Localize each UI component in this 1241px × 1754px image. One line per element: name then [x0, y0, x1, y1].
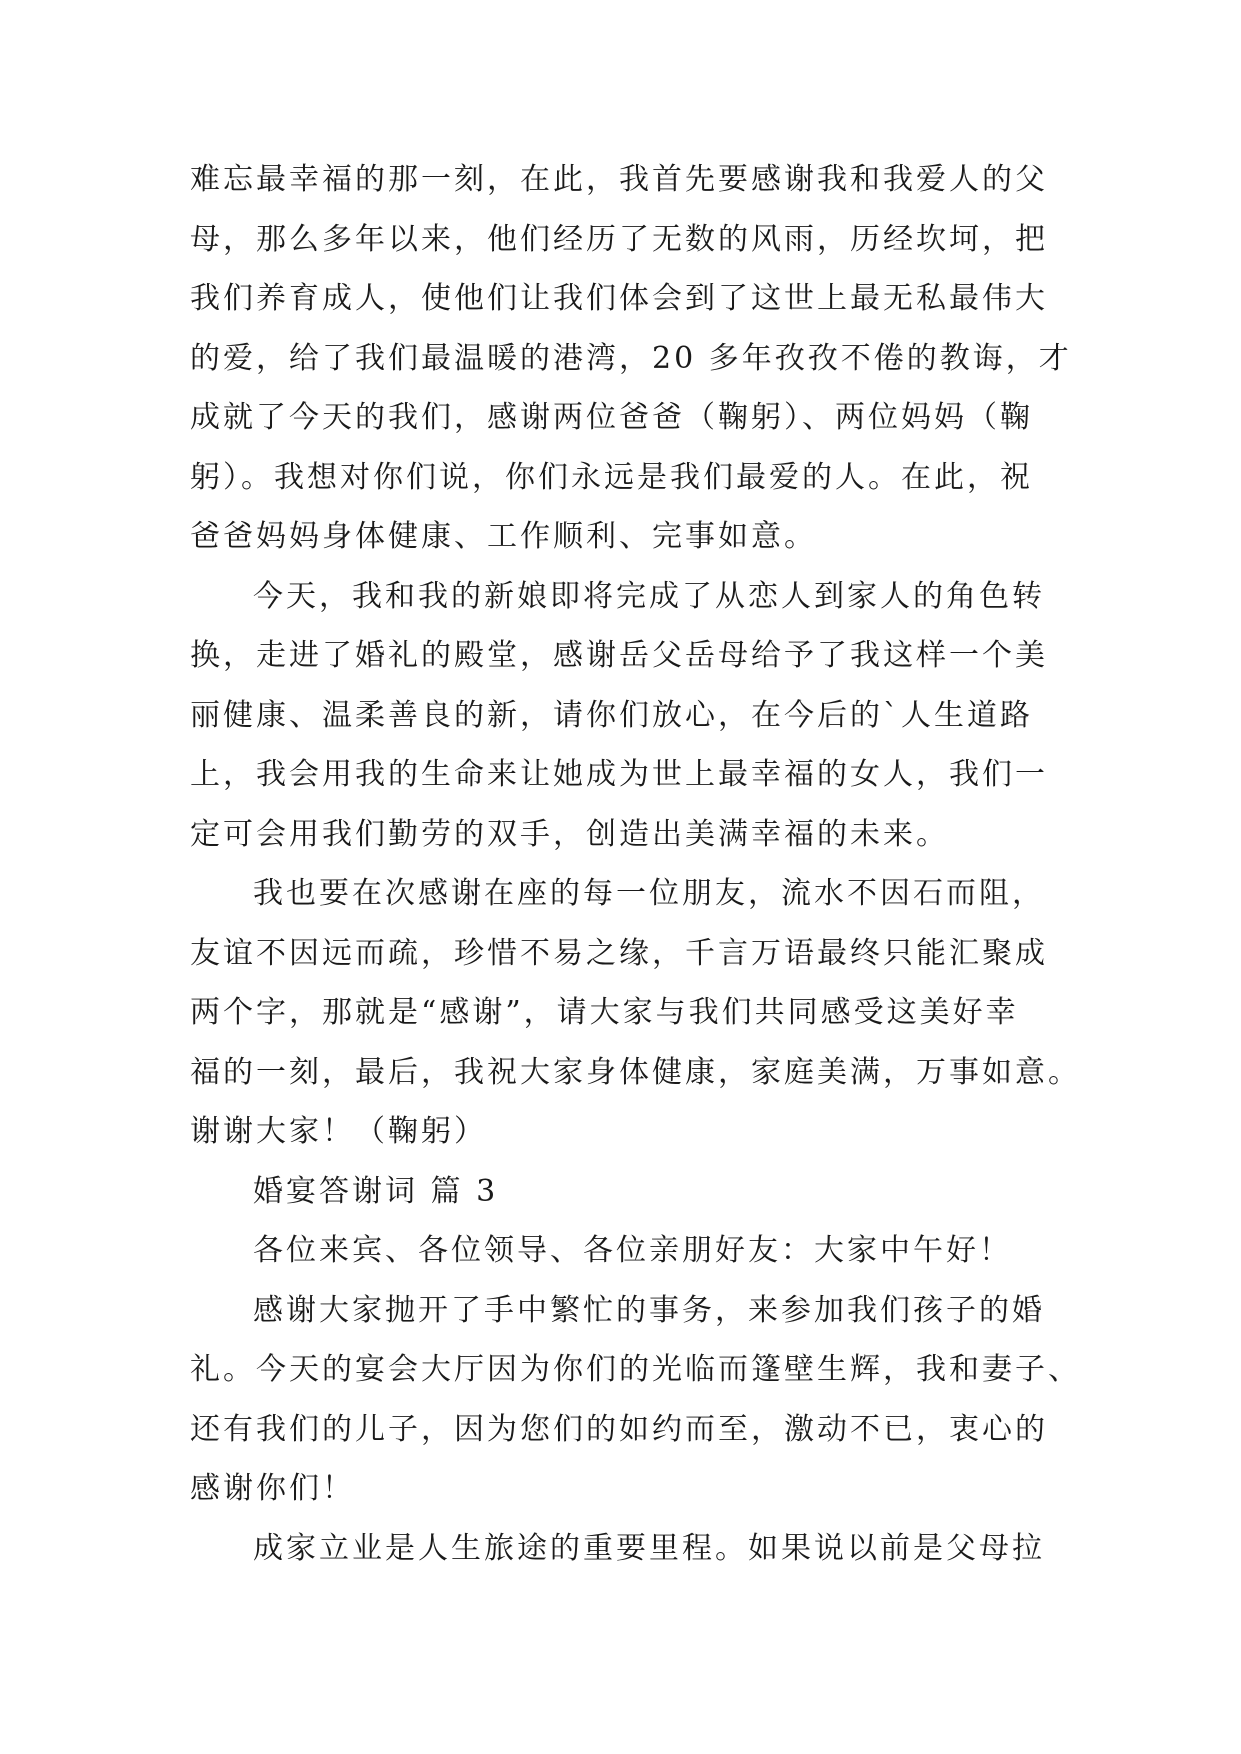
text-line: 母，那么多年以来，他们经历了无数的风雨，历经坎坷，把: [190, 221, 1048, 257]
text-line: 的爱，给了我们最温暖的港湾，20 多年孜孜不倦的教诲，才: [190, 340, 1072, 376]
paragraph-milestone: [190, 1519, 1052, 1579]
section-title: 婚宴答谢词 篇 3: [253, 1173, 499, 1209]
text-line: 成家立业是人生旅途的重要里程。如果说以前是父母拉: [253, 1530, 1045, 1566]
text-line: 今天，我和我的新娘即将完成了从恋人到家人的角色转: [253, 578, 1045, 614]
section-heading: [190, 1162, 1052, 1222]
document-body: [190, 150, 1081, 1578]
paragraph-thanks-in-laws: [190, 567, 1052, 865]
paragraph-greeting: [190, 1221, 1052, 1281]
text-line: 丽健康、温柔善良的新，请你们放心，在今后的`人生道路: [190, 697, 1033, 733]
text-line: 换，走进了婚礼的殿堂，感谢岳父岳母给予了我这样一个美: [190, 638, 1048, 673]
text-line: 定可会用我们勤劳的双手，创造出美满幸福的未来。: [190, 816, 949, 852]
text-line: 福的一刻，最后，我祝大家身体健康，家庭美满，万事如意。: [190, 1054, 1081, 1090]
text-line: 躬）。我想对你们说，你们永远是我们最爱的人。在此，祝: [190, 459, 1033, 495]
text-line: 礼。今天的宴会大厅因为你们的光临而篷壁生辉，我和妻子、: [190, 1352, 1081, 1387]
text-line: 谢谢大家！（鞠躬）: [190, 1114, 487, 1149]
text-line: 各位来宾、各位领导、各位亲朋好友：大家中午好！: [253, 1233, 1012, 1268]
text-line: 还有我们的儿子，因为您们的如约而至，激动不已，衷心的: [190, 1411, 1048, 1447]
paragraph-thanks-friends: [190, 864, 1081, 1162]
text-line: 感谢你们！: [190, 1471, 355, 1506]
text-line: 我也要在次感谢在座的每一位朋友，流水不因石而阻，: [253, 876, 1045, 911]
text-line: 我们养育成人，使他们让我们体会到了这世上最无私最伟大: [190, 281, 1048, 316]
text-line: 上，我会用我的生命来让她成为世上最幸福的女人，我们一: [190, 757, 1048, 792]
paragraph-thanks-parents: [190, 150, 1072, 567]
text-line: 难忘最幸福的那一刻，在此，我首先要感谢我和我爱人的父: [190, 162, 1048, 197]
text-line: 友谊不因远而疏，珍惜不易之缘，千言万语最终只能汇聚成: [190, 935, 1048, 971]
text-line: 爸爸妈妈身体健康、工作顺利、完事如意。: [190, 519, 817, 554]
text-line: 成就了今天的我们，感谢两位爸爸（鞠躬）、两位妈妈（鞠: [190, 400, 1033, 435]
paragraph-thanks-guests: [190, 1281, 1081, 1519]
text-line: 感谢大家抛开了手中繁忙的事务，来参加我们孩子的婚: [253, 1292, 1045, 1328]
text-line: 两个字，那就是“感谢”，请大家与我们共同感受这美好幸: [190, 995, 1019, 1030]
